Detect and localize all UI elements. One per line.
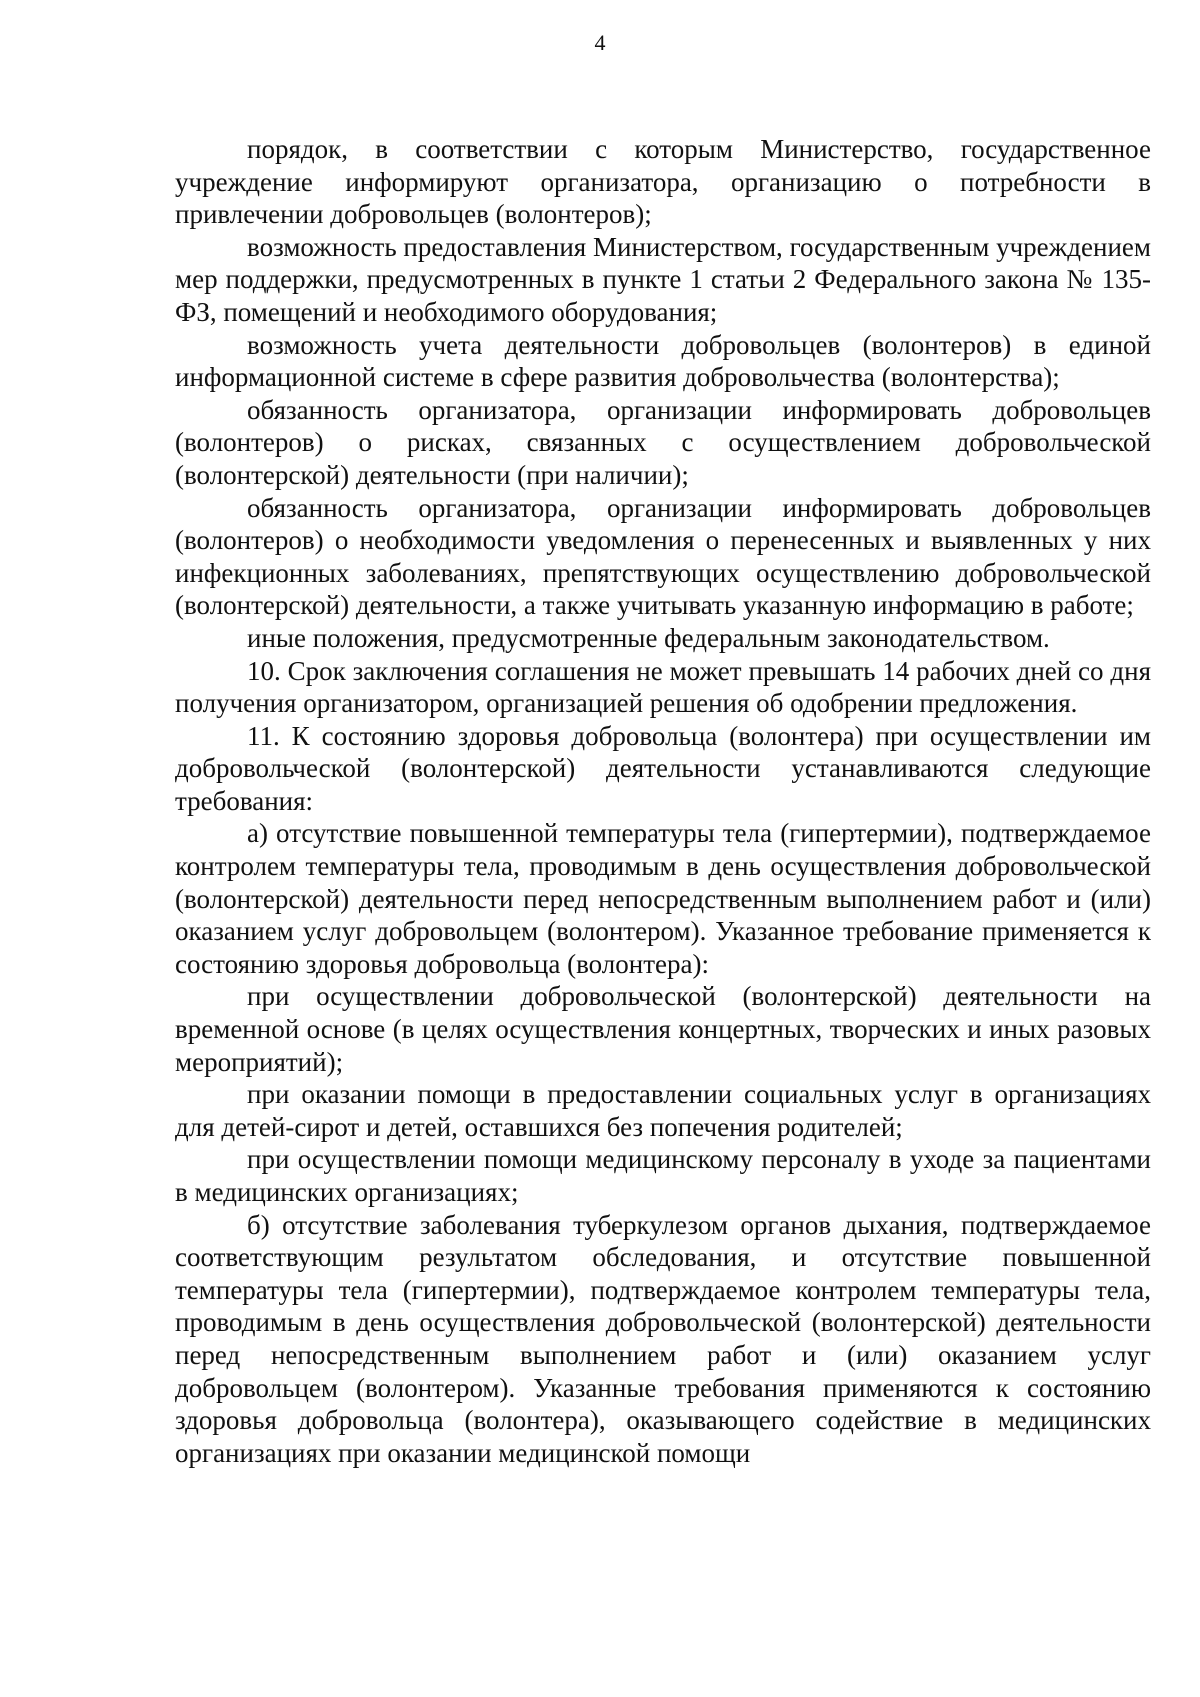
paragraph-item-10: 10. Срок заключения соглашения не может превышать 14 рабочих дней со дня получения организатором, организацией решения об одобрении предложения. bbox=[175, 655, 1151, 719]
paragraph-item-11: 11. К состоянию здоровья добровольца (волонтера) при осуществлении им добровольческой (волонтерской) деятельности устанавливаются следующие требования: bbox=[175, 720, 1151, 816]
paragraph-activity-accounting: возможность учета деятельности добровольцев (волонтеров) в единой информационной системе в сфере развития добровольчества (волонтерства); bbox=[175, 329, 1151, 393]
paragraph-temporary-basis: при осуществлении добровольческой (волонтерской) деятельности на временной основе (в целях осуществления концертных, творческих и иных разовых мероприятий); bbox=[175, 981, 1151, 1077]
paragraph-medical-staff-help: при осуществлении помощи медицинскому персоналу в уходе за пациентами в медицинских организациях; bbox=[175, 1144, 1151, 1207]
paragraph-disease-notification: обязанность организатора, организации информировать добровольцев (волонтеров) о необходимости уведомления о перенесенных и выявленных у них инфекционных заболеваниях, препятствующих осуществлению добровольческой (волонтерской) деятельности, а также учитывать указанную информацию в работе; bbox=[175, 492, 1151, 621]
paragraph-other-provisions: иные положения, предусмотренные федеральным законодательством. bbox=[247, 622, 1050, 653]
paragraph-risk-information: обязанность организатора, организации информировать добровольцев (волонтеров) о рисках, связанных с осуществлением добровольческой (волонтерской) деятельности (при наличии); bbox=[175, 394, 1151, 490]
document-body bbox=[175, 133, 1151, 1469]
paragraph-item-11-a: а) отсутствие повышенной температуры тела (гипертермии), подтверждаемое контролем температуры тела, проводимым в день осуществления добровольческой (волонтерской) деятельности перед непосредственным выполнением работ и (или) оказанием услуг добровольцем (волонтером). Указанное требование применяется к состоянию здоровья добровольца (волонтера): bbox=[175, 818, 1151, 979]
paragraph-social-services: при оказании помощи в предоставлении социальных услуг в организациях для детей-сирот и детей, оставшихся без попечения родителей; bbox=[175, 1079, 1151, 1142]
paragraph-support-measures: возможность предоставления Министерством, государственным учреждением мер поддержки, предусмотренных в пункте 1 статьи 2 Федерального закона № 135-ФЗ, помещений и необходимого оборудования; bbox=[175, 231, 1151, 327]
page-number: 4 bbox=[594, 30, 606, 55]
paragraph-item-11-b: б) отсутствие заболевания туберкулезом органов дыхания, подтверждаемое соответствующим результатом обследования, и отсутствие повышенной температуры тела (гипертермии), подтверждаемое контролем температуры тела, проводимым в день осуществления добровольческой (волонтерской) деятельности перед непосредственным выполнением работ и (или) оказанием услуг добровольцем (волонтером). Указанные требования применяются к состоянию здоровья добровольца (волонтера), оказывающего содействие в медицинских организациях при оказании медицинской помощи bbox=[175, 1209, 1151, 1468]
paragraph-notification-procedure: порядок, в соответствии с которым Министерство, государственное учреждение информируют организатора, организацию о потребности в привлечении добровольцев (волонтеров); bbox=[175, 134, 1151, 230]
